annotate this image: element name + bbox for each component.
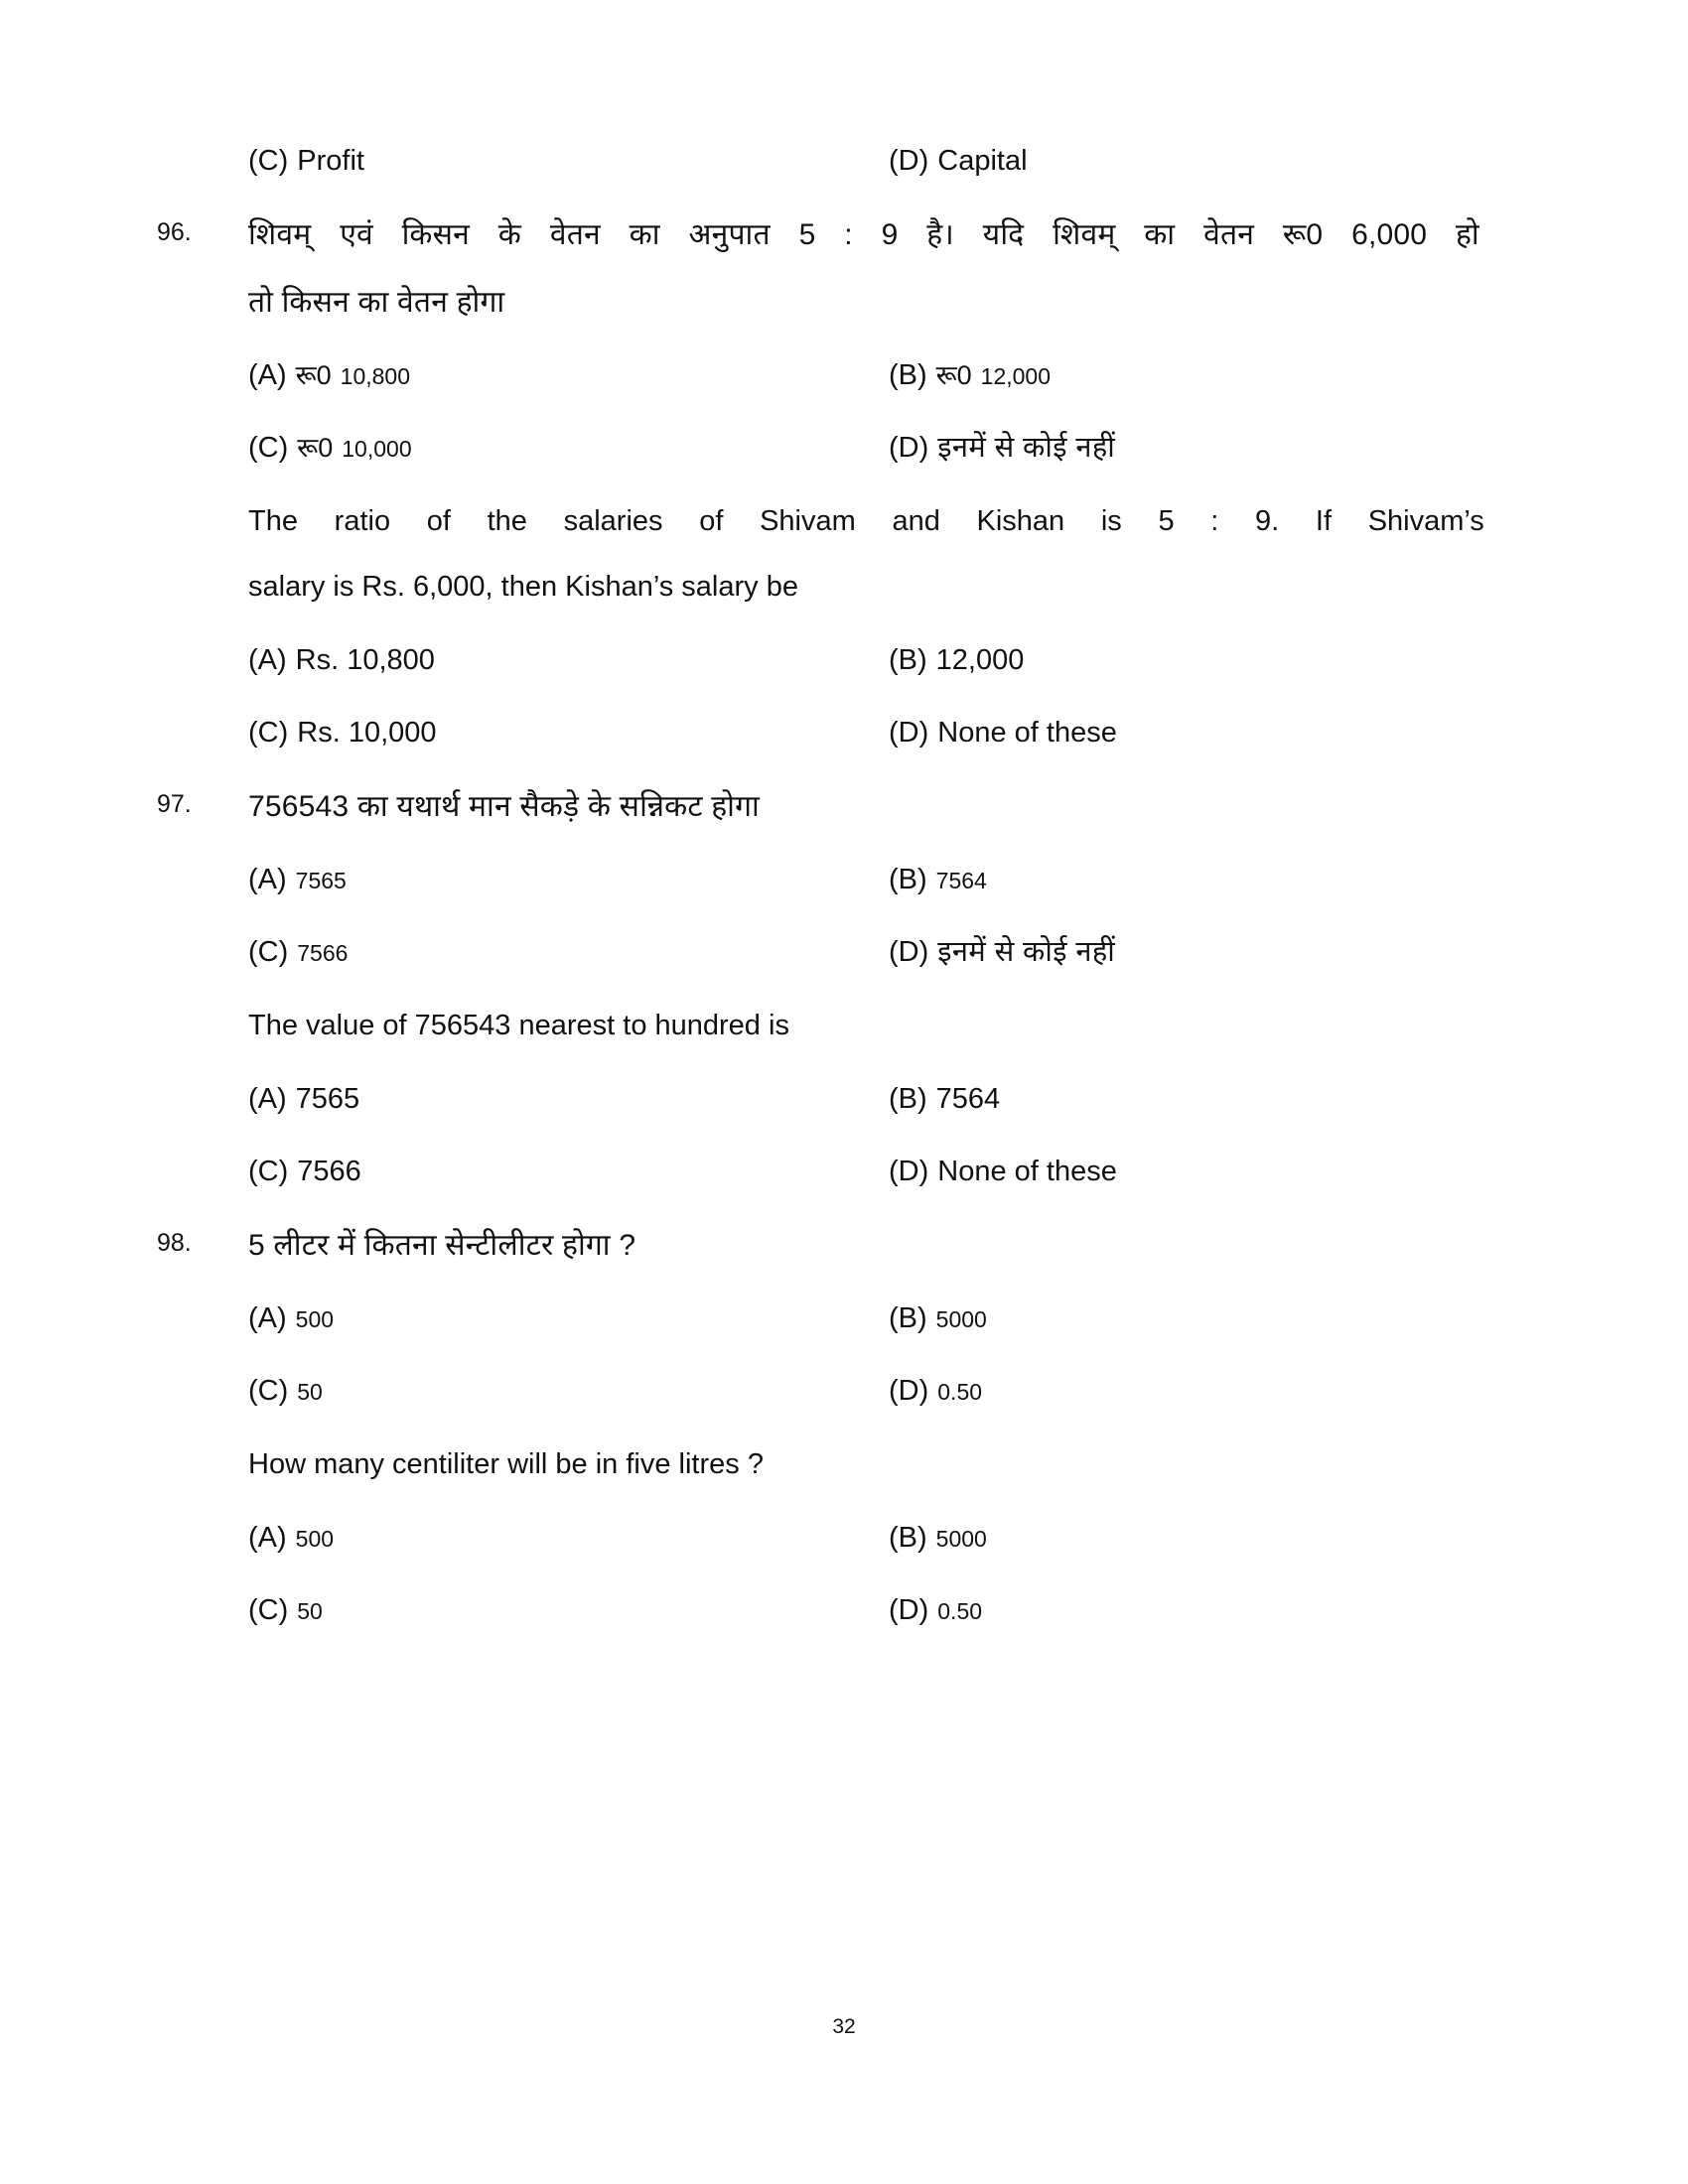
stem-word: is [1100,505,1122,537]
option-label: (A) [248,359,287,391]
question-96-hindi-stem-line-1 [248,219,1479,251]
option-text: 50 [297,1597,323,1624]
option-text: 12,000 [935,643,1025,676]
option-label: (B) [889,1521,927,1554]
question-number: 96. [157,218,192,246]
option-a [248,1082,889,1115]
option-label: (C) [248,716,289,749]
question-number: 97. [157,789,192,818]
option-c [248,938,889,967]
stem-word: Shivam’s [1367,505,1484,537]
option-text: 7566 [297,1155,361,1187]
option-text: None of these [937,1155,1117,1187]
option-text: 500 [295,1525,335,1552]
option-label: (C) [248,1593,289,1626]
option-a [248,643,889,676]
option-label: (B) [889,1082,927,1115]
option-label: (D) [889,716,929,749]
stem-word: : [844,218,853,251]
stem-word: Kishan [976,505,1065,537]
option-text: 7564 [935,1082,1001,1115]
stem-word: हो [1455,218,1479,251]
option-d [889,938,1489,967]
stem-word: of [426,505,451,537]
option-c [248,1155,889,1187]
question-98 [157,1228,1489,1262]
stem-word: वेतन [549,218,601,251]
amount-value: 12,000 [980,363,1052,389]
option-label: (A) [248,1521,287,1554]
carryover-option-c [248,147,889,176]
stem-word: Shivam [760,505,856,537]
question-97-english-options-row-1 [248,1082,1489,1115]
option-label: (A) [248,1082,287,1115]
option-label: (C) [248,936,289,969]
option-text: 7565 [295,1082,360,1115]
currency-symbol: रू0 [297,433,334,463]
currency-symbol: रू0 [295,360,332,390]
amount-value: 10,000 [342,436,412,462]
option-label: (B) [889,1302,927,1335]
option-label: (B) [889,643,927,676]
option-text: 500 [295,1306,335,1333]
question-98-english-options-row-2 [248,1593,1489,1626]
stem-word: salaries [563,505,663,537]
stem-word: 9 [881,218,899,251]
option-b [889,361,1489,390]
option-text: 5000 [935,1306,987,1333]
currency-symbol: रू0 [935,360,972,390]
option-c [248,1377,889,1406]
question-96-english-stem-line-2: salary is Rs. 6,000, then Kishan’s salary be [248,571,798,604]
option-text: 7564 [935,868,987,894]
option-text [296,362,410,389]
question-97-english-options-row-2 [248,1155,1489,1187]
question-97-hindi-stem: 756543 का यथार्थ मान सैकड़े के सन्निकट होगा [248,789,761,823]
option-b [889,1304,1489,1333]
stem-word: है। [926,218,954,251]
option-text: 0.50 [937,1597,983,1624]
stem-word: का [1144,218,1176,251]
stem-word: of [699,505,724,537]
option-label-d: (D) [889,145,929,177]
option-d [889,716,1489,749]
question-98-hindi-options-row-2 [248,1377,1489,1406]
option-label: (D) [889,1375,929,1408]
option-b [889,643,1489,676]
option-label: (B) [889,864,927,896]
option-label: (B) [889,359,927,391]
option-label: (D) [889,1155,929,1187]
option-d [889,1155,1489,1187]
stem-word: : [1210,505,1219,537]
question-98-hindi-stem: 5 लीटर में कितना सेन्टीलीटर होगा ? [248,1228,636,1262]
question-96-english-options-row-1 [248,643,1489,676]
question-98-hindi-options-row-1 [248,1304,1489,1333]
stem-word: and [892,505,940,537]
option-label: (A) [248,643,287,676]
question-96-hindi-options-row-2 [248,434,1489,463]
stem-word: के [497,218,522,251]
option-label: (C) [248,1375,289,1408]
option-label: (A) [248,1302,287,1335]
question-96-hindi-stem-line-2: तो किसन का वेतन होगा [248,285,505,319]
stem-word: The [248,505,298,537]
option-d [889,434,1489,463]
option-text [936,362,1051,389]
question-97-hindi-options-row-2 [248,938,1489,967]
question-number: 98. [157,1228,192,1257]
option-text: इनमें से कोई नहीं [937,936,1116,969]
stem-word: 5 [1158,505,1175,537]
option-text: 5000 [935,1525,987,1552]
option-text [297,435,411,462]
option-text: None of these [937,716,1117,749]
stem-word: शिवम् [1053,218,1116,251]
question-98-english-stem: How many centiliter will be in five litres ? [248,1448,764,1481]
question-96-english-options-row-2 [248,716,1489,749]
option-a [248,361,889,390]
stem-word: ratio [334,505,391,537]
option-text: 7565 [295,868,347,894]
amount-value: 10,800 [340,363,411,389]
carryover-option-d [889,147,1489,176]
stem-word: शिवम् [248,218,312,251]
stem-word: अनुपात [688,218,771,251]
stem-word: 5 [798,218,816,251]
option-text: 50 [297,1379,323,1406]
stem-word: If [1315,505,1333,537]
page-content [157,145,1489,1626]
option-label: (D) [889,1593,929,1626]
option-a [248,866,889,894]
option-text: 0.50 [937,1379,983,1406]
option-c [248,1593,889,1626]
option-d [889,1593,1489,1626]
stem-word: वेतन [1203,218,1255,251]
option-a [248,1521,889,1554]
option-text: Rs. 10,800 [295,643,435,676]
question-97-english-stem: The value of 756543 nearest to hundred is [248,1010,789,1042]
option-text: 7566 [297,940,349,967]
option-b [889,866,1489,894]
option-a [248,1304,889,1333]
stem-word: यदि [982,218,1025,251]
option-text-d: Capital [937,145,1028,177]
stem-word: एवं [340,218,373,251]
option-text: Rs. 10,000 [297,716,437,749]
option-label: (C) [248,1155,289,1187]
option-text: इनमें से कोई नहीं [937,432,1116,464]
stem-word: रू0 [1282,218,1324,251]
question-96-hindi-options-row-1 [248,361,1489,390]
option-label: (D) [889,432,929,464]
option-b [889,1521,1489,1554]
carryover-option-row [248,147,1489,176]
question-96 [157,218,1489,319]
option-label-c: (C) [248,145,289,177]
stem-word: किसन [401,218,470,251]
option-c [248,434,889,463]
option-label: (D) [889,936,929,969]
option-b [889,1082,1489,1115]
stem-word: 9. [1255,505,1280,537]
option-label: (A) [248,864,287,896]
question-96-english-stem-line-1 [248,506,1484,536]
question-98-english-options-row-1 [248,1521,1489,1554]
option-d [889,1377,1489,1406]
question-97 [157,789,1489,823]
option-text-c: Profit [297,145,364,177]
stem-word: the [487,505,527,537]
stem-word: 6,000 [1351,218,1428,251]
question-97-hindi-options-row-1 [248,866,1489,894]
stem-word: का [629,218,660,251]
page-number: 32 [832,2015,856,2038]
option-label: (C) [248,432,289,464]
option-c [248,716,889,749]
